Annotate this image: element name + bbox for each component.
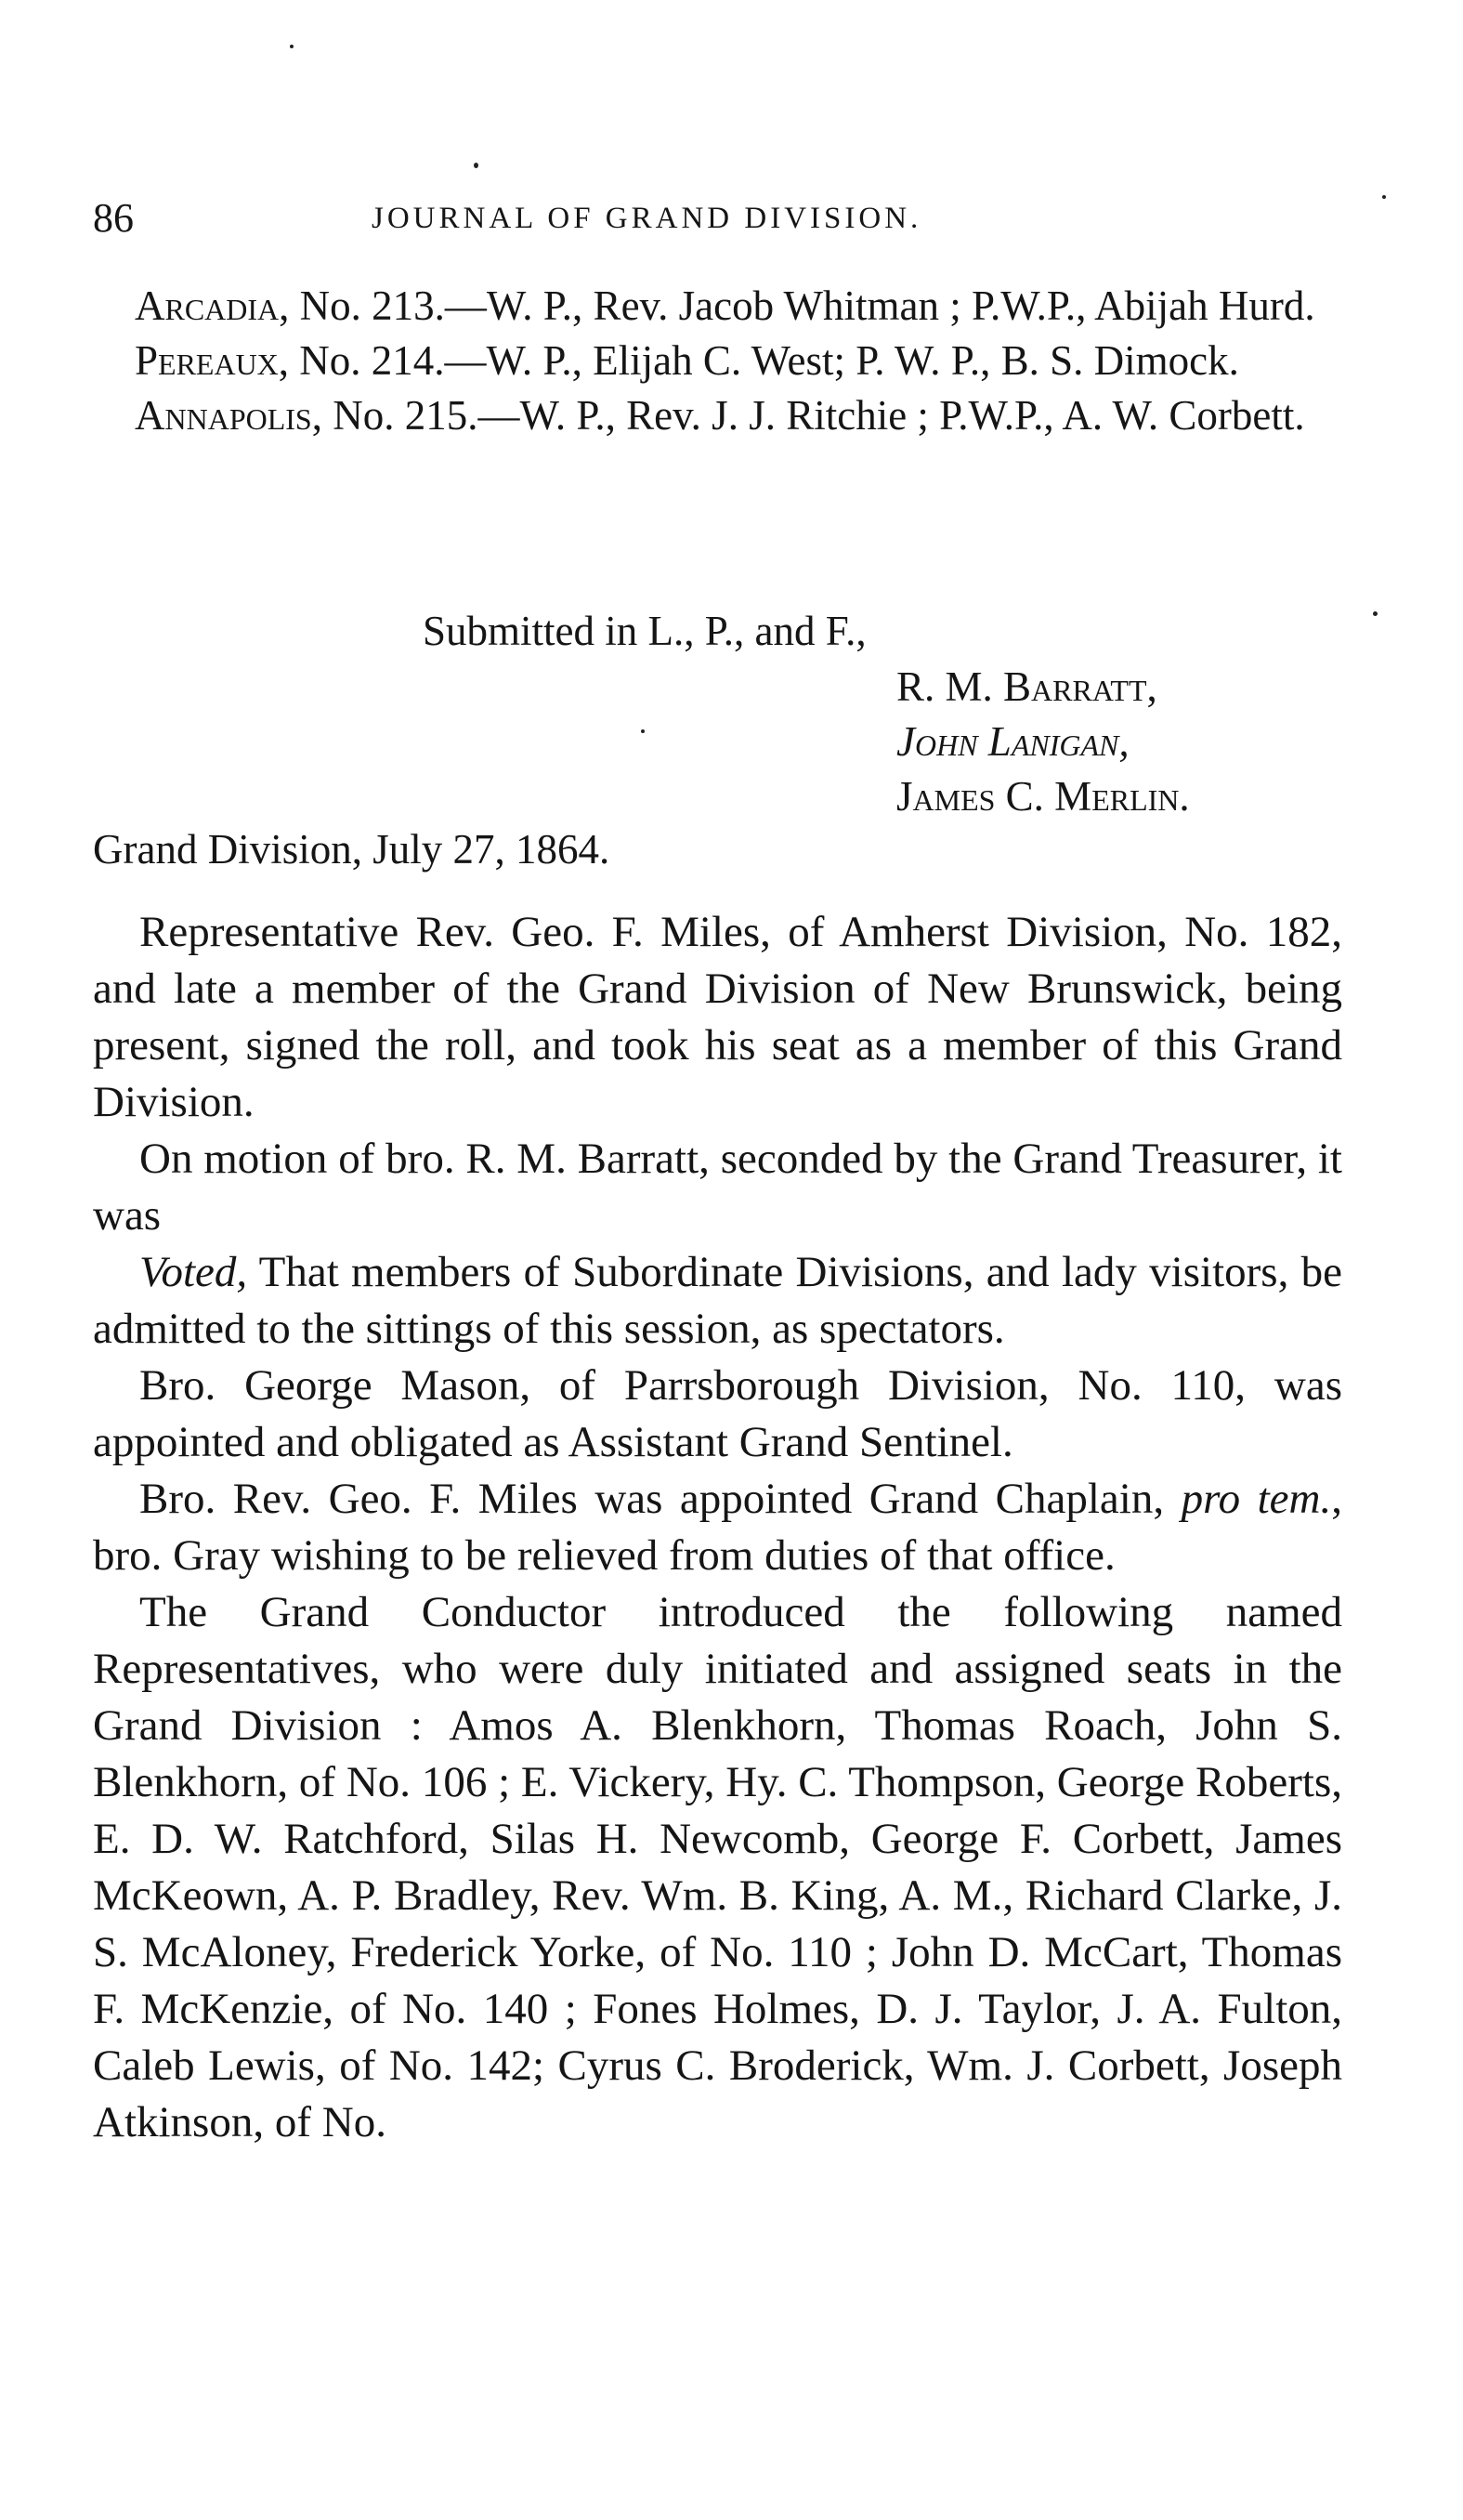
paragraph-motion: On motion of bro. R. M. Barratt, seconded by the Grand Treasurer, it was bbox=[93, 1135, 1342, 1240]
chaplain-text-end: , bro. Gray wishing to be relieved from duties of that office. bbox=[93, 1475, 1342, 1580]
page-header bbox=[93, 190, 1342, 246]
chaplain-text-start: Bro. Rev. Geo. F. Miles was appointed Grand Chaplain, bbox=[139, 1475, 1182, 1523]
page-number: 86 bbox=[93, 195, 134, 241]
division-entry-pereaux bbox=[93, 334, 1342, 388]
division-details: , No. 214.—W. P., Elijah C. West; P. W. P., B. S. Dimock. bbox=[278, 337, 1239, 384]
voted-label: Voted, bbox=[139, 1248, 248, 1296]
pro-tem: pro tem. bbox=[1181, 1475, 1332, 1523]
paragraph-mason: Bro. George Mason, of Parrsborough Division, No. 110, was appointed and obligated as Assistant Grand Sentinel. bbox=[93, 1361, 1342, 1466]
signature-merlin: James C. Merlin. bbox=[896, 773, 1190, 820]
division-list bbox=[93, 279, 1342, 443]
paragraph-representative-miles: Representative Rev. Geo. F. Miles, of Amherst Division, No. 182, and late a member of the Grand Division of New Brunswick, being present, signed the roll, and took his seat as a member of this Grand Division. bbox=[93, 908, 1342, 1126]
scan-speck bbox=[1373, 611, 1378, 616]
book-page bbox=[93, 0, 1342, 2520]
signature-block bbox=[896, 660, 1190, 824]
paragraph-representatives: The Grand Conductor introduced the following named Representatives, who were duly initiated and assigned seats in the Grand Division : Amos A. Blenkhorn, Thomas Roach, John S. Blenkhorn, of No. 106 ; E. Vickery, Hy. C. Thompson, George Roberts, E. D. W. Ratchford, Silas H. Newcomb, George F. Corbett, James McKeown, A. P. Bradley, Rev. Wm. B. King, A. M., Richard Clarke, J. S. McAloney, Frederick Yorke, of No. 110 ; John D. McCart, Thomas F. McKenzie, of No. 140 ; Fones Holmes, D. J. Taylor, J. A. Fulton, Caleb Lewis, of No. 142; Cyrus C. Broderick, Wm. J. Corbett, Joseph Atkinson, of No. bbox=[93, 1588, 1342, 2146]
body-text bbox=[93, 904, 1342, 2151]
division-details: , No. 215.—W. P., Rev. J. J. Ritchie ; P.W.P., A. W. Corbett. bbox=[311, 392, 1305, 439]
division-details: , No. 213.—W. P., Rev. Jacob Whitman ; P.W.P., Abijah Hurd. bbox=[279, 282, 1315, 329]
division-name: Pereaux bbox=[135, 337, 279, 384]
signature-barratt: R. M. Barratt, bbox=[896, 663, 1157, 710]
scan-speck bbox=[1382, 195, 1386, 199]
division-entry-arcadia bbox=[93, 279, 1342, 334]
division-name: Annapolis bbox=[135, 392, 312, 439]
paragraph-voted bbox=[93, 1244, 1342, 1358]
division-name: Arcadia bbox=[135, 282, 280, 329]
voted-text: That members of Subordinate Divisions, and lady visitors, be admitted to the sittings of this session, as spectators. bbox=[93, 1248, 1342, 1353]
signature-lanigan: John Lanigan, bbox=[896, 718, 1130, 765]
dateline: Grand Division, July 27, 1864. bbox=[93, 826, 610, 873]
paragraph-chaplain bbox=[93, 1471, 1342, 1584]
submitted-line: Submitted in L., P., and F., bbox=[423, 608, 867, 654]
running-head: JOURNAL OF GRAND DIVISION. bbox=[372, 202, 922, 235]
division-entry-annapolis bbox=[93, 388, 1342, 443]
